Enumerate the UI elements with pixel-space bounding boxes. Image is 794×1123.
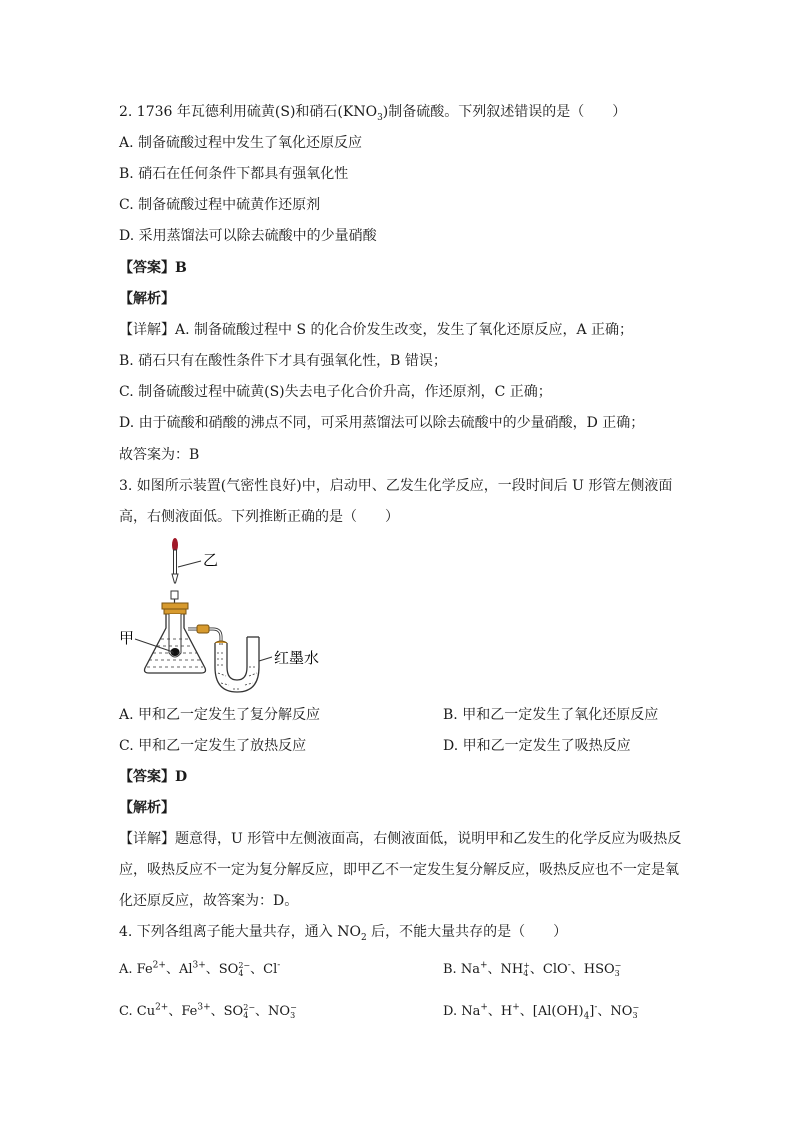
label-yi: 乙 <box>203 551 219 569</box>
q3-detail-2: 应，吸热反应不一定为复分解反应，即甲乙不一定发生复分解反应，吸热反应也不一定是氧 <box>119 862 679 878</box>
q3-detail-3: 化还原反应，故答案为：D。 <box>119 893 299 909</box>
q2-conclusion: 故答案为：B <box>119 447 200 463</box>
q2-detail-2: B. 硝石只有在酸性条件下才具有强氧化性，B 错误； <box>119 353 447 369</box>
label-red-ink: 红墨水 <box>274 649 320 667</box>
q4-option-d: D. Na+、H+、$[Al(OH)_4]^-$、NO − 3 <box>443 1002 640 1022</box>
label-jia: 甲 <box>119 629 135 647</box>
q2-option-b: B. 硝石在任何条件下都具有强氧化性 <box>119 166 349 182</box>
q2-analysis-title: 【解析】 <box>119 291 175 307</box>
q4-option-b: B. Na+、NH + 4 、ClO-、HSO − 3 <box>443 960 622 978</box>
q3-stem-line2: 高，右侧液面低。下列推断正确的是（ ） <box>119 509 399 525</box>
apparatus-diagram <box>117 535 347 700</box>
q3-answer: 【答案】D <box>119 769 188 785</box>
q2-option-d: D. 采用蒸馏法可以除去硫酸中的少量硝酸 <box>119 228 377 244</box>
q2-option-a: A. 制备硫酸过程中发生了氧化还原反应 <box>119 135 363 151</box>
q3-option-d: D. 甲和乙一定发生了吸热反应 <box>443 738 631 754</box>
q4-stem-part2: 后，不能大量共存的是（ ） <box>366 924 568 940</box>
q2-option-c: C. 制备硫酸过程中硫黄作还原剂 <box>119 197 321 213</box>
q2-detail-4: D. 由于硫酸和硝酸的沸点不同，可采用蒸馏法可以除去硫酸中的少量硝酸，D 正确； <box>119 415 645 431</box>
q4-option-c: C. $Cu^{2+}$、$Fe^{3+}$、SO 2− 4 、NO − 3 <box>119 1002 297 1020</box>
q2-stem-part2: )制备硫酸。下列叙述错误的是（ ） <box>382 104 627 120</box>
q4-option-a: A. $Fe^{2+}$、$Al^{3+}$、SO 2− 4 、Cl- <box>119 960 281 978</box>
q2-stem-subscript: 3 <box>377 112 383 123</box>
q2-stem-part1: 2. 1736 年瓦德利用硫黄(S)和硝石(KNO <box>119 104 378 120</box>
q3-analysis-title: 【解析】 <box>119 800 175 816</box>
q2-detail-1: 【详解】A. 制备硫酸过程中 S 的化合价发生改变，发生了氧化还原反应，A 正确； <box>119 322 634 338</box>
ink-pointer <box>259 657 272 661</box>
flask-icon <box>145 603 206 673</box>
q2-stem <box>119 103 626 121</box>
q4-stem <box>119 923 567 941</box>
q3-detail-1: 【详解】题意得，U 形管中左侧液面高，右侧液面低，说明甲和乙发生的化学反应为吸热反 <box>119 831 682 847</box>
q3-stem-line1: 3. 如图所示装置(气密性良好)中，启动甲、乙发生化学反应，一段时间后 U 形管左侧液面 <box>119 478 673 494</box>
u-tube-icon <box>215 637 259 692</box>
q4-stem-part1: 4. 下列各组离子能大量共存，通入 NO <box>119 924 361 940</box>
q4-stem-subscript: 2 <box>361 932 367 943</box>
q2-detail-3: C. 制备硫酸过程中硫黄(S)失去电子化合价升高，作还原剂，C 正确； <box>119 384 552 400</box>
q3-option-a: A. 甲和乙一定发生了复分解反应 <box>119 707 321 723</box>
dropper-pointer <box>178 561 201 567</box>
q2-answer: 【答案】B <box>119 260 187 276</box>
q3-option-c: C. 甲和乙一定发生了放热反应 <box>119 738 307 754</box>
q3-option-b: B. 甲和乙一定发生了氧化还原反应 <box>443 707 659 723</box>
dropper-icon <box>172 538 178 583</box>
